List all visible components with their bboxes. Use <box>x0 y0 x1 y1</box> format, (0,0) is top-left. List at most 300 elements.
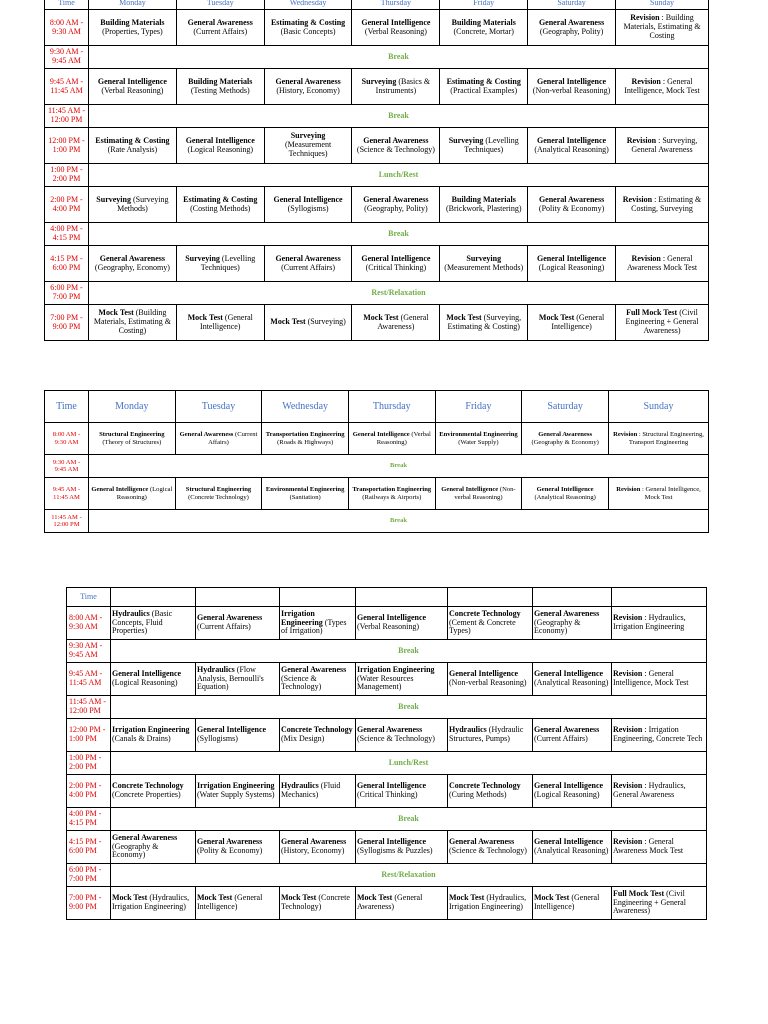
session-subject: Hydraulics <box>281 781 319 791</box>
session-subject: General Awareness <box>281 664 347 674</box>
day-header-saturday: Saturday <box>522 391 609 423</box>
break-cell: Break <box>111 808 707 831</box>
session-subject: Concrete Technology <box>112 781 184 791</box>
time-slot-row <box>45 128 709 164</box>
time-slot-cell: 11:45 AM - 12:00 PM <box>67 696 111 719</box>
session-subject: General Awareness <box>538 194 605 204</box>
session-subject: Estimating & Costing <box>446 76 521 86</box>
session-subject: Mock Test <box>98 308 134 318</box>
session-cell <box>352 305 440 341</box>
session-subject: Revision <box>630 13 660 23</box>
session-topic: (Canals & Drains) <box>112 734 171 743</box>
session-cell <box>440 128 528 164</box>
session-topic: (Current Affairs) <box>197 622 251 631</box>
time-slot-cell: 9:30 AM - 9:45 AM <box>45 455 89 478</box>
session-subject: General Awareness <box>534 725 600 735</box>
day-header-wednesday: Wednesday <box>264 0 352 10</box>
time-slot-cell: 11:45 AM - 12:00 PM <box>45 510 89 533</box>
session-subject: Revision <box>631 76 661 86</box>
session-subject: General Intelligence <box>112 669 182 679</box>
session-cell <box>111 663 196 696</box>
session-cell <box>89 246 177 282</box>
session-subject: Revision <box>613 837 643 847</box>
session-cell <box>616 187 709 223</box>
session-topic: (Practical Examples) <box>450 85 518 95</box>
session-cell <box>612 887 707 920</box>
session-cell <box>176 128 264 164</box>
session-topic: (Concrete Technology) <box>188 493 249 501</box>
session-subject: General Intelligence <box>534 837 604 847</box>
time-slot-cell: 12:00 PM - 1:00 PM <box>67 719 111 752</box>
session-subject: General Awareness <box>363 194 429 204</box>
session-topic: (Cement & Concrete Types) <box>449 617 516 636</box>
session-topic: (Rate Analysis) <box>107 144 158 154</box>
session-subject: Mock Test <box>357 893 393 903</box>
session-subject: Mock Test <box>197 893 233 903</box>
session-topic: (Theory of Structures) <box>102 438 162 446</box>
session-cell <box>264 246 352 282</box>
session-subject: General Intelligence <box>361 253 431 263</box>
session-topic: (Water Supply) <box>458 438 499 446</box>
time-slot-cell: 2:00 PM - 4:00 PM <box>67 775 111 808</box>
session-subject: General Awareness <box>363 135 429 145</box>
session-cell <box>528 187 616 223</box>
time-slot-cell: 6:00 PM - 7:00 PM <box>67 864 111 887</box>
session-subject: Building Materials <box>451 17 516 27</box>
session-cell <box>609 478 709 510</box>
break-cell: Break <box>111 696 707 719</box>
session-subject: Mock Test <box>446 312 482 322</box>
time-slot-row <box>45 423 709 455</box>
session-topic: (Railways & Airports) <box>362 493 422 501</box>
session-subject: General Awareness <box>449 837 515 847</box>
session-topic: (Analytical Reasoning) <box>534 144 609 154</box>
session-subject: Structural Engineering <box>185 486 252 494</box>
time-slot-row <box>67 607 707 640</box>
session-topic: (Curing Methods) <box>449 790 507 799</box>
session-cell <box>280 719 356 752</box>
session-cell <box>176 187 264 223</box>
time-slot-cell: 4:15 PM - 6:00 PM <box>67 831 111 864</box>
session-subject: General Intelligence <box>97 76 167 86</box>
time-slot-row <box>45 187 709 223</box>
session-subject: Mock Test <box>534 893 570 903</box>
session-topic: (Surveying, Estimating & Costing) <box>447 312 522 331</box>
session-cell <box>448 887 533 920</box>
session-subject: Revision <box>613 781 643 791</box>
session-topic: (Verbal Reasoning) <box>364 26 427 36</box>
session-topic: (Science & Technology) <box>357 734 435 743</box>
session-cell <box>264 10 352 46</box>
day-header-monday: Monday <box>89 391 176 423</box>
session-subject: General Awareness <box>99 253 166 263</box>
session-cell <box>440 69 528 105</box>
session-topic: (Non-verbal Reasoning) <box>532 85 611 95</box>
session-topic: (Geography & Economy) <box>531 438 599 446</box>
session-topic: (Logical Reasoning) <box>116 486 173 501</box>
time-slot-cell: 7:00 PM - 9:00 PM <box>67 887 111 920</box>
session-topic: (Science & Technology) <box>449 846 527 855</box>
time-slot-row <box>45 10 709 46</box>
time-header: Time <box>45 0 89 10</box>
session-topic: (Water Supply Systems) <box>197 790 275 799</box>
session-subject: Mock Test <box>449 893 485 903</box>
session-topic: : General Intelligence, Mock Test <box>613 669 689 687</box>
session-cell <box>280 663 356 696</box>
session-cell <box>612 607 707 640</box>
session-topic: (General Intelligence) <box>534 893 600 911</box>
session-topic: (Hydraulics, Irrigation Engineering) <box>112 893 190 911</box>
session-topic: : General Awareness Mock Test <box>626 253 698 272</box>
session-topic: (Civil Engineering + General Awareness) <box>613 888 686 916</box>
session-subject: General Awareness <box>197 837 263 847</box>
session-cell <box>356 607 448 640</box>
session-topic: (Non-verbal Reasoning) <box>454 486 516 501</box>
break-row <box>67 808 707 831</box>
session-cell <box>533 663 612 696</box>
session-topic: : Structural Engineering, Transport Engineering <box>628 431 704 446</box>
time-slot-cell: 9:30 AM - 9:45 AM <box>67 640 111 663</box>
session-subject: Transportation Engineering <box>265 431 345 439</box>
session-cell <box>533 719 612 752</box>
session-cell <box>175 478 262 510</box>
timetable-body <box>67 607 707 920</box>
session-cell <box>111 719 196 752</box>
session-topic: (Measurement Methods) <box>444 262 524 272</box>
session-topic: : Surveying, General Awareness <box>631 135 698 154</box>
session-topic: (Science & Technology) <box>281 673 322 692</box>
session-topic: (Verbal Reasoning) <box>101 85 164 95</box>
session-topic: (Sanitation) <box>289 493 321 501</box>
session-cell <box>522 478 609 510</box>
break-row <box>45 164 709 187</box>
session-cell <box>262 478 349 510</box>
session-topic: (Properties, Types) <box>102 26 163 36</box>
session-topic: (Basic Concepts) <box>280 26 336 36</box>
session-subject: Mock Test <box>112 893 148 903</box>
session-subject: Environmental Engineering <box>265 486 345 494</box>
session-topic: (General Intelligence) <box>200 312 253 331</box>
session-subject: Surveying <box>361 76 397 86</box>
session-cell <box>176 69 264 105</box>
session-cell <box>356 831 448 864</box>
time-slot-cell: 4:15 PM - 6:00 PM <box>45 246 89 282</box>
time-slot-cell: 9:30 AM - 9:45 AM <box>45 46 89 69</box>
session-subject: Revision <box>622 194 653 204</box>
time-slot-cell: 1:00 PM - 2:00 PM <box>67 752 111 775</box>
time-slot-cell: 12:00 PM - 1:00 PM <box>45 128 89 164</box>
day-header-monday: Monday <box>89 0 177 10</box>
session-subject: Concrete Technology <box>281 725 353 735</box>
session-subject: General Awareness <box>281 837 347 847</box>
session-cell <box>440 305 528 341</box>
session-subject: Surveying <box>466 253 502 263</box>
day-header-friday: Friday <box>440 0 528 10</box>
break-cell: Rest/Relaxation <box>89 282 709 305</box>
time-slot-cell: 11:45 AM - 12:00 PM <box>45 105 89 128</box>
session-topic: (Current Affairs) <box>281 262 335 272</box>
break-cell: Rest/Relaxation <box>111 864 707 887</box>
session-topic: (Levelling Techniques) <box>200 253 256 272</box>
session-topic: (Mix Design) <box>281 734 325 743</box>
session-subject: Revision <box>631 253 661 263</box>
session-cell <box>196 719 280 752</box>
time-slot-cell: 8:00 AM - 9:30 AM <box>45 10 89 46</box>
break-cell: Break <box>89 223 709 246</box>
session-subject: General Awareness <box>538 431 593 439</box>
session-subject: Irrigation Engineering <box>357 664 435 674</box>
session-cell <box>280 831 356 864</box>
session-subject: Concrete Technology <box>449 608 521 618</box>
session-subject: Surveying <box>185 253 220 263</box>
session-subject: General Awareness <box>275 253 341 263</box>
session-topic: (Current Affairs) <box>193 26 248 36</box>
session-subject: Full Mock Test <box>626 308 678 318</box>
session-cell <box>448 775 533 808</box>
session-cell <box>435 478 522 510</box>
session-subject: General Intelligence <box>352 431 410 439</box>
break-row <box>45 282 709 305</box>
session-subject: General Intelligence <box>197 725 267 735</box>
session-topic: (Science & Technology) <box>356 144 435 154</box>
session-cell <box>616 10 709 46</box>
session-subject: General Intelligence <box>357 837 427 847</box>
session-cell <box>616 128 709 164</box>
timetable-week-1 <box>44 0 709 341</box>
session-cell <box>111 775 196 808</box>
session-topic: (Civil Engineering + General Awareness) <box>625 308 699 335</box>
session-subject: General Awareness <box>275 76 341 86</box>
session-cell <box>448 831 533 864</box>
session-cell <box>196 663 280 696</box>
session-cell <box>612 663 707 696</box>
session-cell <box>356 775 448 808</box>
session-topic: (Testing Methods) <box>190 85 250 95</box>
session-subject: Mock Test <box>363 312 399 322</box>
session-subject: Irrigation Engineering <box>112 725 190 735</box>
time-slot-row <box>67 831 707 864</box>
session-subject: Surveying <box>448 135 484 145</box>
session-topic: (Concrete Properties) <box>112 790 181 799</box>
time-slot-row <box>45 246 709 282</box>
session-subject: General Intelligence <box>534 781 604 791</box>
session-topic: (Measurement Techniques) <box>284 140 332 158</box>
day-header-saturday: Saturday <box>528 0 616 10</box>
session-topic: (Surveying Methods) <box>117 194 169 213</box>
session-topic: (Polity & Economy) <box>197 846 263 855</box>
day-header-sunday: Sunday <box>609 391 709 423</box>
timetable-week-2 <box>44 390 709 533</box>
session-cell <box>176 246 264 282</box>
session-cell <box>435 423 522 455</box>
session-subject: General Intelligence <box>441 486 499 494</box>
session-cell <box>609 423 709 455</box>
time-slot-row <box>45 69 709 105</box>
session-subject: Irrigation Engineering <box>197 781 275 791</box>
session-cell <box>262 423 349 455</box>
session-topic: (Types of Irrigation) <box>281 617 347 636</box>
session-topic: (Hydraulic Structures, Pumps) <box>449 725 524 743</box>
session-cell <box>352 246 440 282</box>
session-cell <box>348 423 435 455</box>
session-subject: Revision <box>613 669 643 679</box>
session-topic: (Geography, Polity) <box>539 26 604 36</box>
session-cell <box>176 10 264 46</box>
session-cell <box>528 69 616 105</box>
session-topic: (Concrete Technology) <box>281 893 350 911</box>
session-cell <box>522 423 609 455</box>
session-cell <box>264 69 352 105</box>
session-cell <box>616 305 709 341</box>
break-row <box>67 696 707 719</box>
day-header-tuesday: Tuesday <box>176 0 264 10</box>
session-subject: Concrete Technology <box>449 781 521 791</box>
session-subject: General Intelligence <box>185 135 255 145</box>
session-subject: Irrigation Engineering <box>281 608 323 627</box>
break-cell: Break <box>89 105 709 128</box>
break-cell: Lunch/Rest <box>111 752 707 775</box>
session-subject: General Intelligence <box>536 486 594 494</box>
header-row <box>67 588 707 607</box>
session-cell <box>348 478 435 510</box>
session-topic: (Logical Reasoning) <box>538 262 605 272</box>
session-topic: (Geography, Economy) <box>94 262 170 272</box>
session-cell <box>440 246 528 282</box>
session-topic: (Geography & Economy) <box>534 617 581 636</box>
header-row <box>45 0 709 10</box>
session-subject: Transportation Engineering <box>352 486 432 494</box>
time-header: Time <box>45 391 89 423</box>
timetable-body <box>45 423 709 533</box>
session-cell <box>111 831 196 864</box>
session-subject: Surveying <box>290 131 326 141</box>
day-header-thursday: Thursday <box>352 0 440 10</box>
break-row <box>67 640 707 663</box>
session-cell <box>89 305 177 341</box>
session-subject: General Awareness <box>197 613 263 623</box>
session-cell <box>440 10 528 46</box>
break-row <box>45 46 709 69</box>
session-topic: (Logical Reasoning) <box>187 144 254 154</box>
session-cell <box>280 887 356 920</box>
session-topic: (General Awareness) <box>357 893 423 911</box>
session-topic: (Critical Thinking) <box>357 790 418 799</box>
session-cell <box>176 305 264 341</box>
session-cell <box>528 246 616 282</box>
session-subject: General Intelligence <box>361 17 431 27</box>
session-topic: (Basic Concepts, Fluid Properties) <box>112 608 173 636</box>
session-topic: (Syllogisms & Puzzles) <box>357 846 433 855</box>
session-subject: Mock Test <box>281 893 317 903</box>
session-cell <box>528 10 616 46</box>
session-subject: General Intelligence <box>357 781 427 791</box>
session-topic: (Polity & Economy) <box>538 203 605 213</box>
session-cell <box>196 887 280 920</box>
session-cell <box>616 246 709 282</box>
session-subject: General Intelligence <box>537 76 607 86</box>
session-cell <box>533 831 612 864</box>
break-row <box>45 455 709 478</box>
session-subject: General Intelligence <box>449 669 519 679</box>
time-slot-cell: 1:00 PM - 2:00 PM <box>45 164 89 187</box>
session-topic: (Water Resources Management) <box>357 673 414 692</box>
session-subject: General Awareness <box>357 725 423 735</box>
session-topic: (General Intelligence) <box>197 893 263 911</box>
session-cell <box>352 69 440 105</box>
session-topic: (Building Materials, Estimating & Costing) <box>93 308 171 335</box>
session-subject: General Awareness <box>112 832 178 842</box>
session-cell <box>352 128 440 164</box>
session-topic: : General Intelligence, Mock Test <box>624 76 700 95</box>
session-subject: General Awareness <box>534 608 600 618</box>
session-subject: Estimating & Costing <box>183 194 258 204</box>
break-row <box>45 105 709 128</box>
session-cell <box>196 607 280 640</box>
time-slot-cell: 8:00 AM - 9:30 AM <box>45 423 89 455</box>
session-subject: General Awareness <box>538 17 605 27</box>
session-cell <box>264 187 352 223</box>
session-cell <box>89 187 177 223</box>
session-subject: Building Materials <box>188 76 253 86</box>
session-subject: Revision <box>613 725 643 735</box>
session-cell <box>111 887 196 920</box>
session-subject: General Intelligence <box>273 194 343 204</box>
break-cell: Break <box>111 640 707 663</box>
break-cell: Break <box>89 455 709 478</box>
session-cell <box>612 831 707 864</box>
break-row <box>45 510 709 533</box>
day-header-wednesday: Wednesday <box>262 391 349 423</box>
session-topic: (Syllogisms) <box>287 203 329 213</box>
session-subject: General Intelligence <box>357 613 427 623</box>
time-slot-cell: 2:00 PM - 4:00 PM <box>45 187 89 223</box>
time-slot-cell: 4:00 PM - 4:15 PM <box>67 808 111 831</box>
session-topic: (Current Affairs) <box>534 734 588 743</box>
time-slot-cell: 4:00 PM - 4:15 PM <box>45 223 89 246</box>
break-cell: Break <box>89 510 709 533</box>
session-cell <box>528 128 616 164</box>
session-topic: (Verbal Reasoning) <box>357 622 419 631</box>
session-topic: (Costing Methods) <box>190 203 251 213</box>
timetable-week-3 <box>66 587 707 920</box>
session-subject: Building Materials <box>100 17 165 27</box>
session-cell <box>612 719 707 752</box>
session-cell <box>111 607 196 640</box>
session-subject: Surveying <box>96 194 131 204</box>
session-cell <box>352 187 440 223</box>
session-subject: General Intelligence <box>534 669 604 679</box>
session-cell <box>175 423 262 455</box>
session-topic: (Hydraulics, Irrigation Engineering) <box>449 893 527 911</box>
session-cell <box>264 128 352 164</box>
session-subject: Full Mock Test <box>613 888 665 898</box>
time-slot-row <box>45 478 709 510</box>
session-topic: (General Awareness) <box>377 312 429 331</box>
time-slot-row <box>67 663 707 696</box>
session-topic: (Geography, Polity) <box>364 203 428 213</box>
time-slot-cell: 8:00 AM - 9:30 AM <box>67 607 111 640</box>
session-topic: : Hydraulics, Irrigation Engineering <box>613 613 686 631</box>
session-cell <box>280 607 356 640</box>
session-cell <box>356 663 448 696</box>
session-cell <box>89 69 177 105</box>
session-subject: Mock Test <box>270 317 306 327</box>
session-topic: (Roads & Highways) <box>277 438 334 446</box>
session-subject: Building Materials <box>451 194 516 204</box>
break-row <box>67 864 707 887</box>
session-topic: : Irrigation Engineering, Concrete Tech <box>613 725 703 743</box>
session-subject: General Awareness <box>179 431 234 439</box>
